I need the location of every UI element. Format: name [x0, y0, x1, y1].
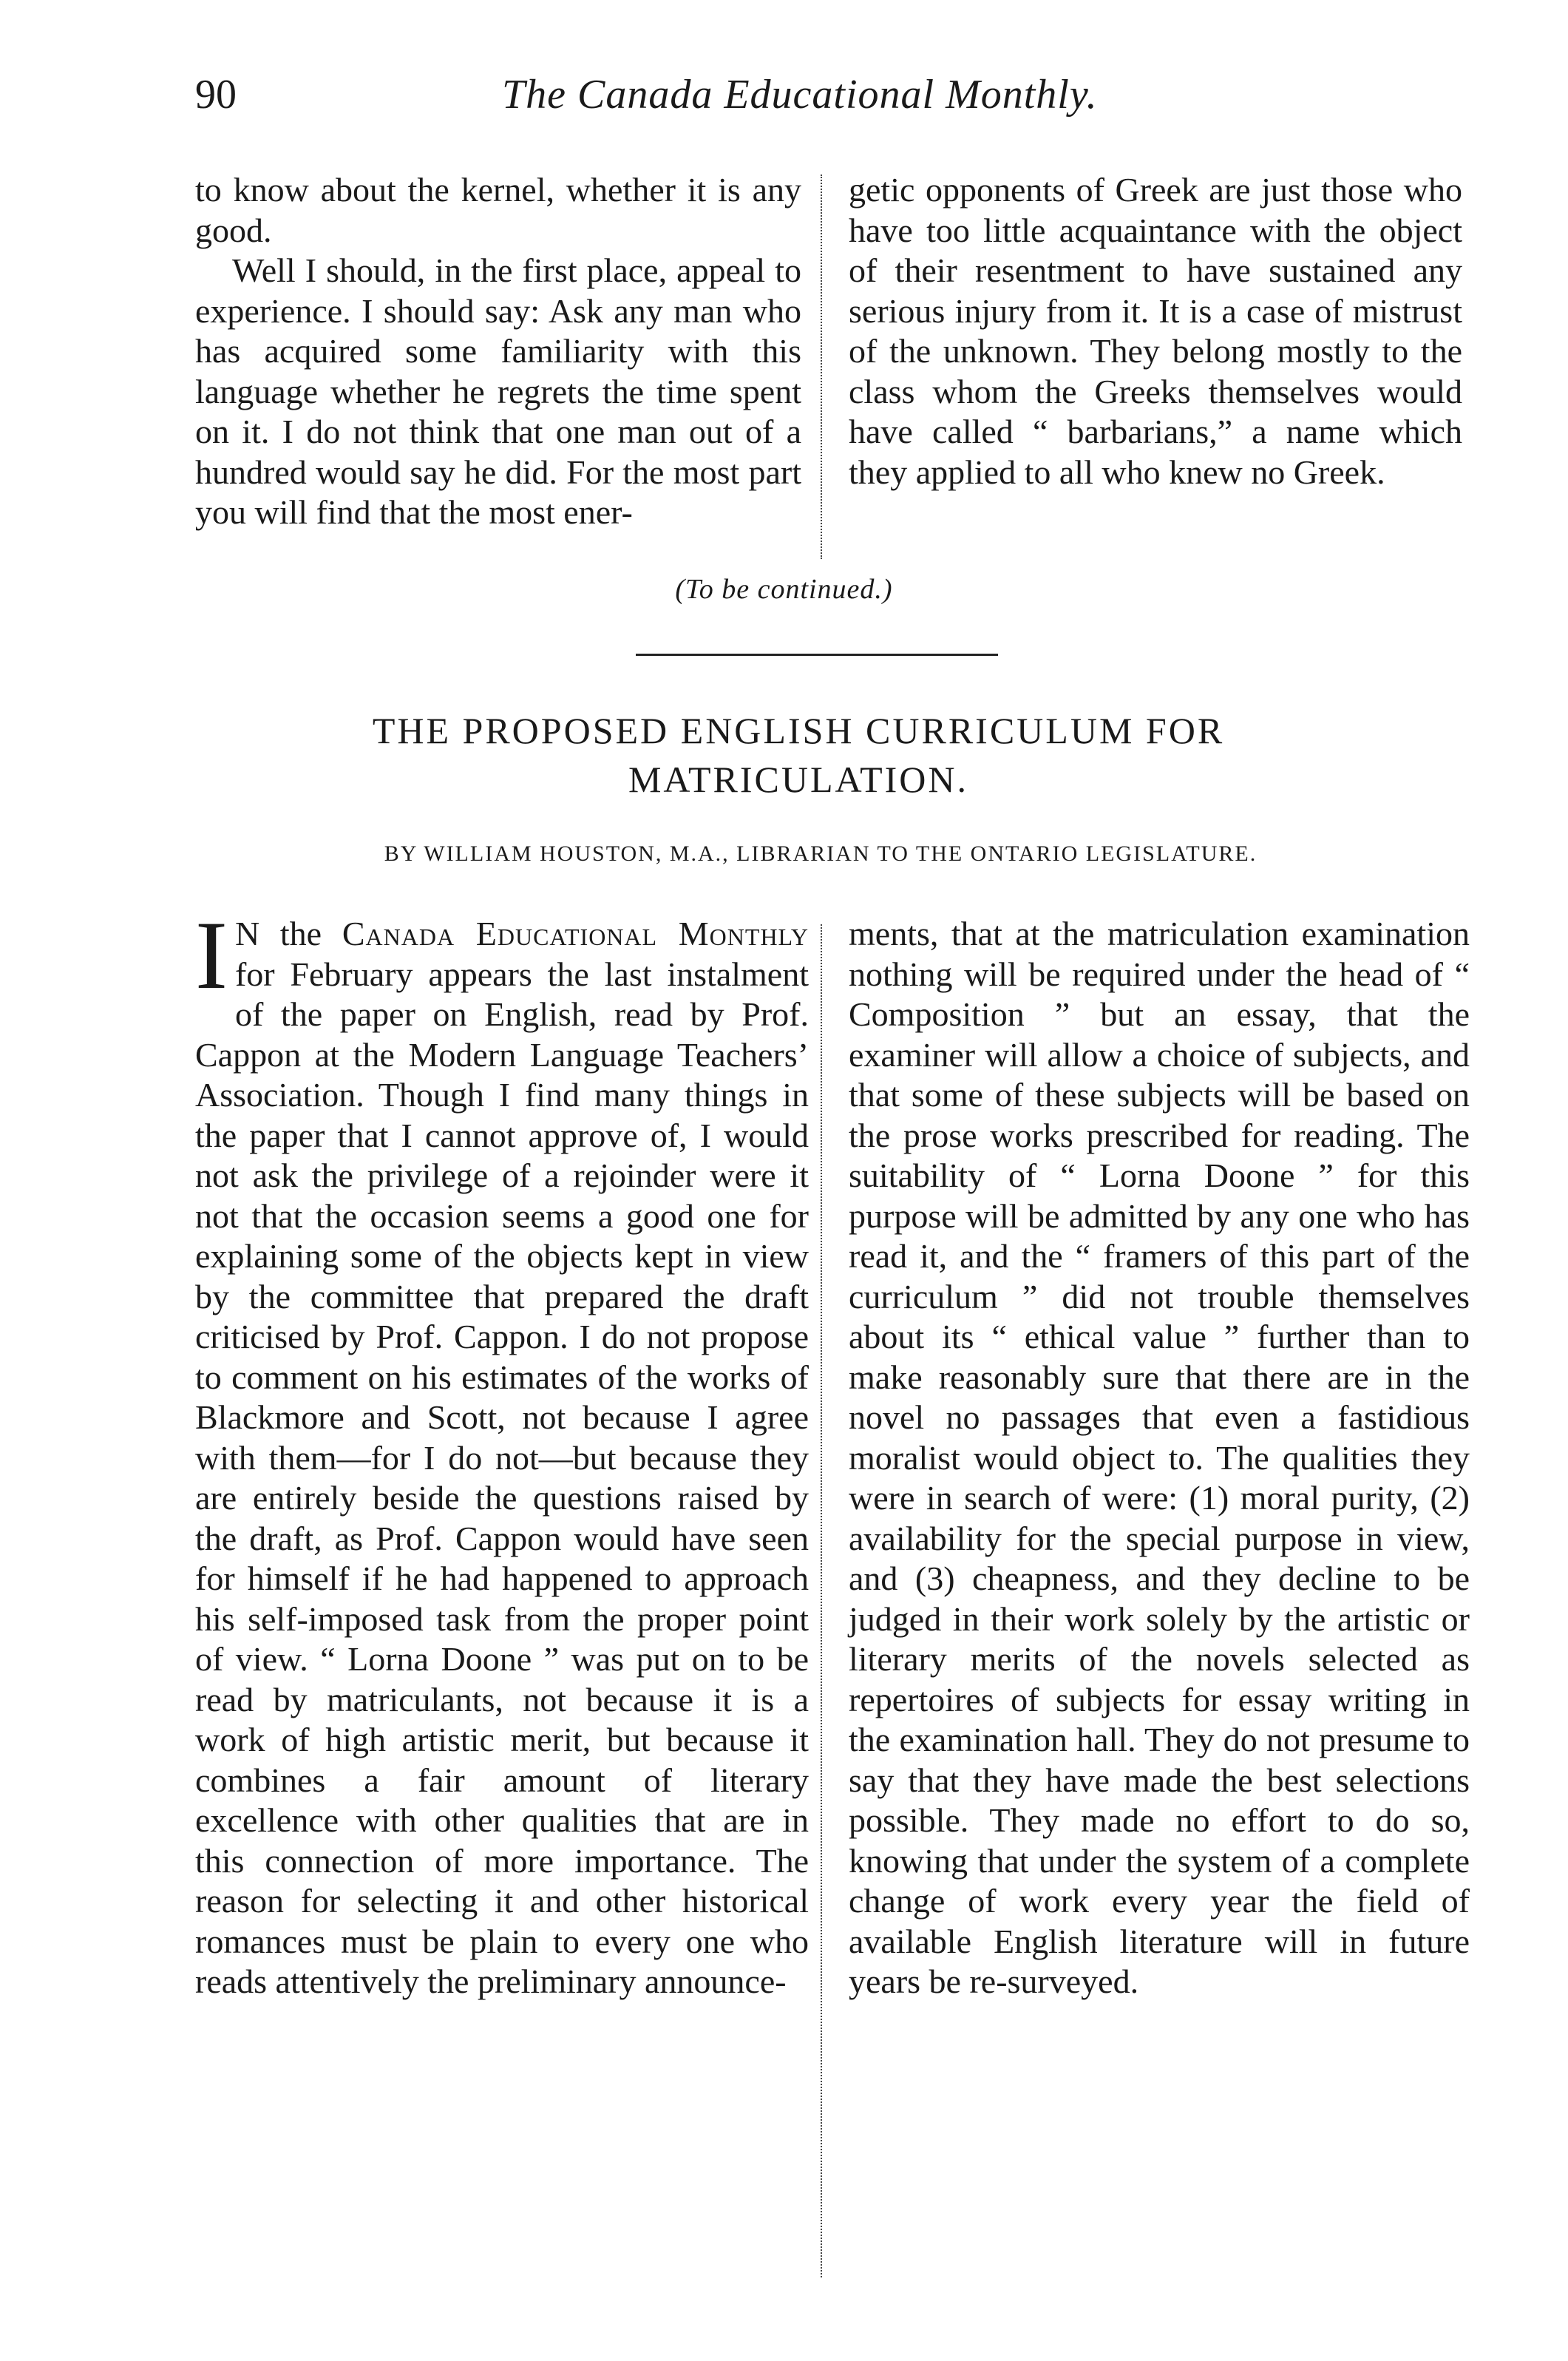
paragraph: [195, 901, 810, 2002]
column-rule: [821, 175, 822, 559]
paragraph: ments, that at the matriculation examination nothing will be required under the head of “ Composition ” but an essay, that the examiner will allow a choice of subjects, and that some of these subjects will be based on the prose works prescribed for reading. The suitability of “ Lorna Doone ” for this purpose will be admitted by any one who has read it, and the “ framers of this part of the curriculum ” did not trouble themselves about its “ ethical value ” further than to make reasonably sure that there are in the novel no passages that even a fastidious moralist would object to. The qualities they were in search of were: (1) moral purity, (2) availability for the special purpose in view, and (3) cheapness, and they decline to be judged in their work solely by the artistic or literary merits of the novels selected as repertoires of subjects for essay writing in the examination hall. They do not presume to say that they have made the best selections possible. They made no effort to do so, knowing that under the system of a complete change of work every year the field of available English literature will in future years be re-surveyed.: [849, 915, 1470, 2000]
article-title-line: MATRICULATION.: [628, 759, 969, 800]
page-number: 90: [195, 72, 237, 118]
paragraph: getic opponents of Greek are just those who have too little acquaintance with the object of their resentment to have sustained any serious injury from it. It is a case of mistrust of the unknown. They belong mostly to the class whom the Greeks themselves would have called “ barbarians,” a name which they applied to all who knew no Greek.: [849, 171, 1462, 491]
body-text: for February appears the last instalment of the paper on English, read by Prof. Cappon at the Modern Language Teachers’ Association. Though I find many things in the paper that I cannot approve of, I would not ask the privilege of a rejoinder were it not that the occasion seems a good one for explaining some of the objects kept in view by the committee that prepared the draft criticised by Prof. Cappon. I do not propose to comment on his estimates of the works of Blackmore and Scott, not because I agree with them—for I do not—but because they are entirely beside the questions raised by the draft, as Prof. Cappon would have seen for himself if he had happened to approach his self-imposed task from the proper point of view. “ Lorna Doone ” was put on to be read by matriculants, not because it is a work of high artistic merit, but because it combines a fair amount of literary excellence with other qualities that are in this connection of more importance. The reason for selecting it and other historical romances must be plain to every one who reads attentively the preliminary announce-: [195, 955, 809, 2000]
prev-article-left-column: [195, 170, 801, 533]
to-be-continued-note: (To be continued.): [675, 574, 893, 605]
column-rule: [821, 924, 822, 2277]
intro-words: N the: [234, 915, 322, 952]
article-left-column: [195, 901, 810, 2002]
prev-article-right-column: [849, 170, 1462, 492]
paragraph: to know about the kernel, whether it is any good.: [195, 171, 801, 249]
paragraph: Well I should, in the first place, appeal to experience. I should say: Ask any man who has acquired some familiarity with this language whether he regrets the time spent on it. I do not think that one man out of a hundred would say he did. For the most part you will find that the most ener-: [195, 251, 801, 531]
running-title: The Canada Educational Monthly.: [502, 72, 1098, 118]
article-right-column: [849, 914, 1470, 2002]
journal-name: Canada Educational Monthly: [342, 915, 810, 952]
drop-cap: I: [195, 901, 228, 1009]
article-title-line: THE PROPOSED ENGLISH CURRICULUM FOR: [372, 710, 1225, 751]
article-title: [281, 706, 1316, 804]
page-header: [195, 71, 1408, 138]
section-divider: [636, 654, 998, 656]
article-byline: BY WILLIAM HOUSTON, M.A., LIBRARIAN TO THE ONTARIO LEGISLATURE.: [384, 841, 1258, 866]
